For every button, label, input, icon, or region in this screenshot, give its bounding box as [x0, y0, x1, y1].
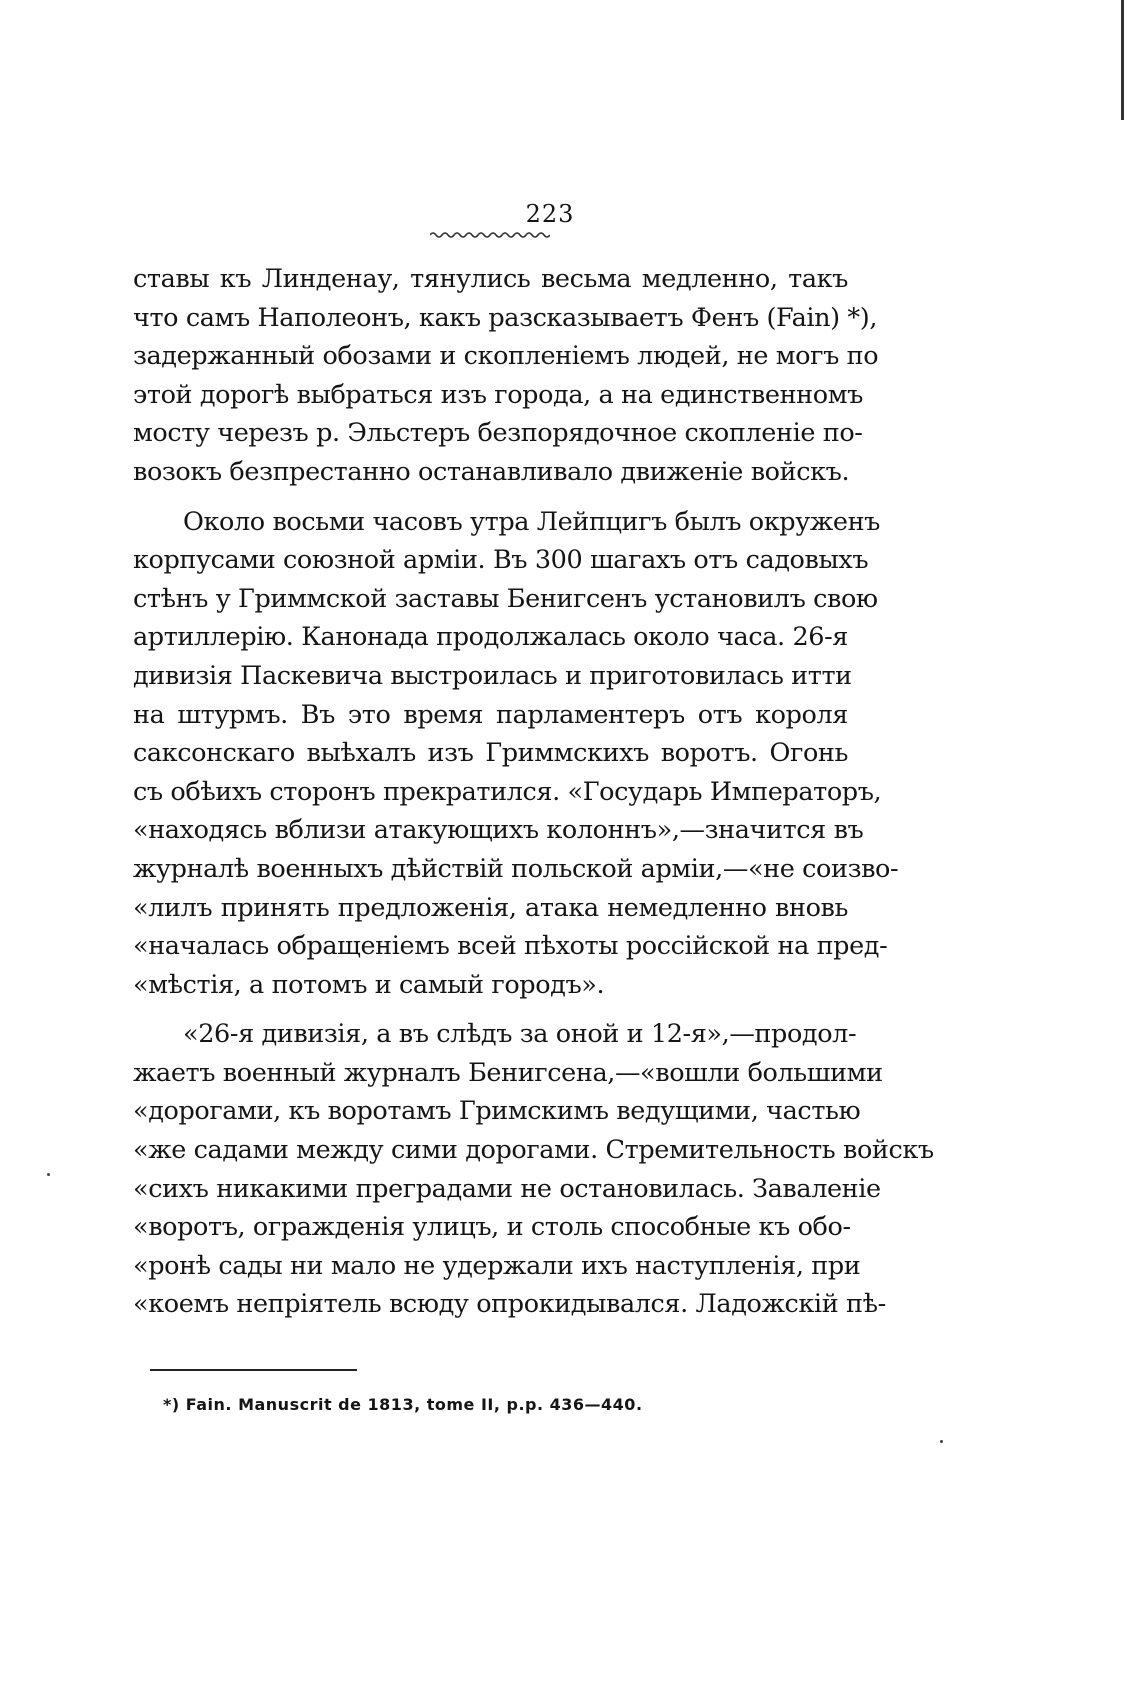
- text-line: «же садами между сими дорогами. Стремительность войскъ: [133, 1135, 934, 1166]
- text-line: журналѣ военныхъ дѣйствій польской арміи,—«не соизво-: [133, 853, 899, 884]
- text-line: «воротъ, огражденія улицъ, и столь способные къ обо-: [133, 1212, 851, 1243]
- body-text: [133, 260, 934, 1324]
- text-line: артиллерію. Канонада продолжалась около часа. 26-я: [133, 622, 848, 653]
- text-line: на штурмъ. Въ это время парламентеръ отъ короля: [133, 699, 848, 730]
- text-line: ставы къ Линденау, тянулись весьма медленно, такъ: [133, 264, 848, 294]
- scan-speck: [940, 1440, 943, 1443]
- page-edge-mark: [1121, 0, 1124, 120]
- text-line: «находясь вблизи атакующихъ колоннъ»,—значится въ: [133, 815, 864, 846]
- text-line: «лилъ принять предложенія, атака немедленно вновь: [133, 892, 848, 923]
- text-line: Около восьми часовъ утра Лейпцигъ былъ окруженъ: [183, 506, 880, 537]
- text-line: корпусами союзной арміи. Въ 300 шагахъ отъ садовыхъ: [133, 545, 869, 576]
- page-number-ornament: [430, 229, 550, 239]
- text-line: возокъ безпрестанно останавливало движеніе войскъ.: [133, 456, 850, 487]
- text-line: стѣнъ у Гриммской заставы Бенигсенъ установилъ свою: [133, 583, 878, 614]
- text-line: мосту черезъ р. Эльстеръ безпорядочное скопленіе по-: [133, 418, 863, 449]
- footnote-divider: [150, 1369, 357, 1371]
- page-number: [0, 200, 1140, 228]
- text-line: «началась обращеніемъ всей пѣхоты россійской на пред-: [133, 931, 888, 962]
- text-line: «сихъ никакими преградами не остановилась. Заваленіе: [133, 1173, 881, 1204]
- text-line: что самъ Наполеонъ, какъ разсказываетъ Фенъ (Fain) *),: [133, 302, 878, 333]
- page-number-text: 223: [525, 200, 575, 228]
- text-line: «мѣстія, а потомъ и самый городъ».: [133, 969, 605, 1000]
- text-line: этой дорогѣ выбраться изъ города, а на единственномъ: [133, 379, 863, 410]
- text-line: саксонскаго выѣхалъ изъ Гриммскихъ воротъ. Огонь: [133, 738, 848, 769]
- text-line: задержанный обозами и скопленіемъ людей, не могъ по: [133, 341, 879, 372]
- text-line: «коемъ непріятель всюду опрокидывался. Ладожскій пѣ-: [133, 1289, 886, 1320]
- text-line: «дорогами, къ воротамъ Гримскимъ ведущими, частью: [133, 1096, 861, 1127]
- text-line: «ронѣ сады ни мало не удержали ихъ наступленія, при: [133, 1250, 861, 1281]
- text-line: съ обѣихъ сторонъ прекратился. «Государь Императоръ,: [133, 776, 882, 807]
- text-line: «26-я дивизія, а въ слѣдъ за оной и 12-я»,—продол-: [183, 1019, 857, 1050]
- text-line: жаетъ военный журналъ Бенигсена,—«вошли большими: [133, 1057, 883, 1088]
- text-line: дивизія Паскевича выстроилась и приготовилась итти: [133, 660, 852, 691]
- scan-speck: [47, 1173, 50, 1176]
- footnote: *) Fain. Manuscrit de 1813, tome II, p.p. 436—440.: [163, 1395, 643, 1414]
